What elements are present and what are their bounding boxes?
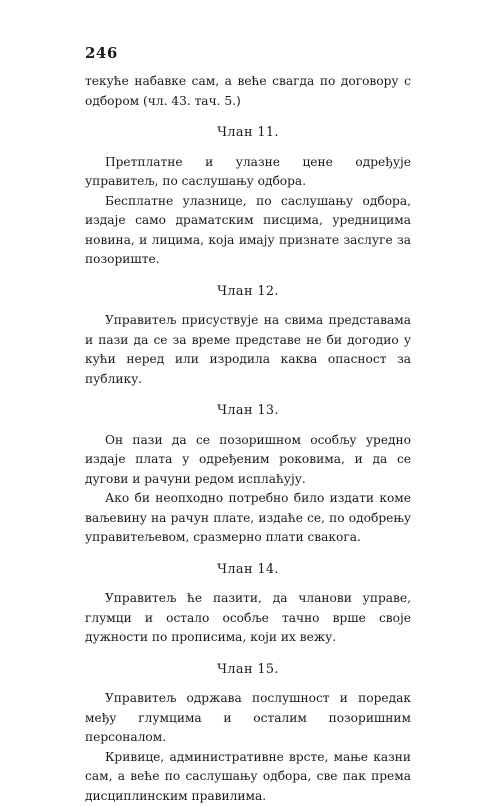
article-heading: Члан 14. <box>85 560 411 580</box>
article-paragraph: Управитељ одржава послушност и поредак међу глумцима и осталим позоришним персоналом. <box>85 689 411 748</box>
article-heading: Члан 11. <box>85 123 411 143</box>
article-15 <box>85 660 411 806</box>
article-paragraph: Претплатне и улазне цене одређује управитељ, по саслушању одбора. <box>85 153 411 192</box>
article-paragraph: Ако би неопходно потребно било издати коме ваљевину на рачун плате, издаће се, по одобрењу управитељевом, сразмерно плати свакога. <box>85 489 411 548</box>
article-paragraph: Управитељ присуствује на свима представама и пази да се за време представе не би догодио у кући неред или изродила каква опасност за публику. <box>85 311 411 389</box>
article-paragraph: Бесплатне улазнице, по саслушању одбора, издаје само драматским писцима, уредницима новина, и лицима, која имају признате заслуге за позориште. <box>85 192 411 270</box>
article-12 <box>85 282 411 390</box>
document-body <box>85 72 411 806</box>
page-number: 246 <box>85 44 118 62</box>
article-14 <box>85 560 411 648</box>
article-paragraph: Управитељ ће пазити, да чланови управе, глумци и остало особље тачно врше своје дужности по прописима, који их вежу. <box>85 589 411 648</box>
article-heading: Члан 15. <box>85 660 411 680</box>
article-paragraph: Он пази да се позоришном особљу уредно издаје плата у одређеним роковима, и да се дугови и рачуни редом исплаћују. <box>85 431 411 490</box>
article-heading: Члан 12. <box>85 282 411 302</box>
article-13 <box>85 401 411 548</box>
article-heading: Члан 13. <box>85 401 411 421</box>
article-paragraph: Кривице, административне врсте, мање казни сам, а веће по саслушању одбора, све пак према дисциплинским правилима. <box>85 748 411 806</box>
article-11 <box>85 123 411 270</box>
intro-paragraph: текуће набавке сам, а веће свагда по договору с одбором (чл. 43. тач. 5.) <box>85 72 411 111</box>
